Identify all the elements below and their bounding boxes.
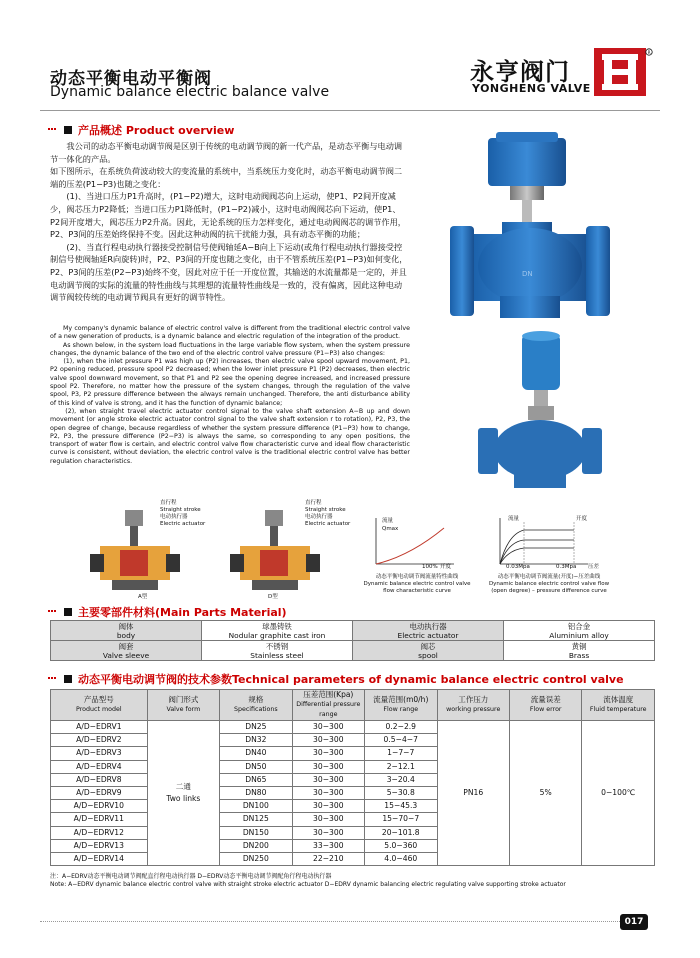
column-header: 产品型号 Product model (51, 690, 148, 721)
table-cell: 4.0−460 (365, 852, 437, 865)
table-cell: 30−300 (292, 813, 364, 826)
table-cell: 不锈钢 Stainless steel (202, 641, 353, 661)
overview-en-paragraph: (2), when straight travel electric actuator control signal to the valve shaft extension A−B up and down movement (or angle stroke electric actuator control signal to the valve shaft extension r to rotation), P2, P3, the open degree of change, because regardless of whether the system pressure difference (P1−P3) how to change, P2, P3, the pressure difference (P2−P3) is always the same, so corresponding to any open positions, the transport of water flow is certain, and electric control valve flow characteristic curve and ideal flow characteristic curve is consistent, without deviation, the electric control valve is the traditional electric control valve has better regulation characteristics. (50, 407, 410, 465)
chart1-x-label: 开度 (440, 564, 452, 570)
heading-dots-icon (48, 610, 56, 614)
table-cell: 15−70−7 (365, 813, 437, 826)
header-divider (40, 110, 660, 111)
table-cell: 22−210 (292, 852, 364, 865)
valve-photo-flanged (440, 126, 665, 326)
overview-en-paragraph: As shown below, in the system load fluctuations in the large variable flow system, when the system pressure changes, the dynamic balance of the two end of the electric control valve pressure (P1−P3) also changes: (50, 341, 410, 357)
overview-cn-paragraph: 我公司的动态平衡电动调节阀是区别于传统的电动调节阀的新一代产品，是动态平衡与电动调节一体化的产品。 (50, 141, 403, 164)
table-cell: 30−300 (292, 721, 364, 734)
column-header: 流量误差 Flow error (509, 690, 581, 721)
materials-table (50, 620, 655, 661)
table-cell: A/D−EDRV11 (51, 813, 148, 826)
table-cell: DN25 (220, 721, 292, 734)
label-type-a: A型 (138, 594, 148, 600)
column-header: 阀门形式 Valve form (147, 690, 219, 721)
footnote (50, 873, 660, 889)
table-cell: DN65 (220, 773, 292, 786)
stroke-label-d: 直行程 Straight stroke 电动执行器 Electric actuator (305, 500, 351, 527)
table-cell: DN200 (220, 839, 292, 852)
overview-en-paragraph: (1), when the inlet pressure P1 was high up (P2) increases, then electric valve spool upward movement, P1, P2 opening reduced, pressure spool P2 decreased; when the lower inlet pressure P1 (P2) decreases, then electric valve spool downward movement, so that P1 and P2 see the opening degree increased, and increased pressure spool P2. Therefore, no matter how the pressure of the system changes, through the regulation of the valve spool, P3, P2 pressure difference between the always remain unchanged. Therefore, the anti disturbance ability of this kind of valve is strong, and it has the function of dynamic balance; (50, 358, 410, 407)
table-cell: A/D−EDRV2 (51, 734, 148, 747)
table-cell: PN16 (437, 721, 509, 866)
table-cell: 球墨铸铁 Nodular graphite cast iron (202, 621, 353, 641)
table-row (51, 621, 655, 641)
table-cell: 20−101.8 (365, 826, 437, 839)
table-cell: A/D−EDRV14 (51, 852, 148, 865)
svg-text:R: R (647, 49, 651, 55)
section-heading-overview (48, 122, 234, 138)
table-cell: A/D−EDRV4 (51, 760, 148, 773)
svg-text:DN: DN (522, 270, 533, 278)
flow-characteristic-chart (362, 512, 472, 597)
table-header-row (51, 690, 655, 721)
chart2-p1: 0.03Mpa (506, 564, 530, 570)
heading-dots-icon (48, 677, 56, 681)
cutaway-figures (60, 500, 360, 610)
table-cell: 2−12.1 (365, 760, 437, 773)
brand-logo-icon (592, 44, 654, 100)
column-header: 压差范围(Kpa) Differential pressure range (292, 690, 364, 721)
footnote-en: Note: A−EDRV dynamic balance electric control valve with straight stroke electric actuator D−EDRV dynamic balancing electric regulating valve supporting stroke actuator (50, 881, 566, 888)
table-cell: 5.0−360 (365, 839, 437, 852)
pressure-curve-icon (494, 516, 594, 570)
table-cell: DN250 (220, 852, 292, 865)
section-heading-specs (48, 671, 624, 687)
footnote-cn: 注：A−EDRV动态平衡电动调节阀配直行程电动执行器 D−EDRV动态平衡电动调节阀配角行程电动执行器 (50, 873, 332, 880)
overview-cn-paragraph: (1)、当进口压力P1升高时，(P1−P2)增大，这时电动阀阀芯向上运动，使P1、P2间开度减少，阀芯压力P2降低；当进口压力P1降低时，(P1−P2)减小，这时电动阀阀芯向下运动，使P1、P2间开度增大，阀芯压力P2升高。因此，无论系统的压力怎样变化，通过电动阀阀芯的调节作用，P2、P3间的压差始终保持不变。因此这种动阀的抗干扰能力强，具有动态平衡的功能； (50, 191, 406, 240)
overview-cn-paragraph: (2)、当直行程电动执行器接受控制信号使阀轴延A−B向上下运动(或角行程电动执行器接受控制信号使阀轴延R向旋转)时，P2、P3间的开度也随之变化，由于不管系统压差(P1−P3)如何变化，P2、P3间的压差(P2−P3)始终不变，因此对应于任一开度位置，其输送的水流量都是一定的，并且电动调节阀的实际的流量的特性曲线与其理想的流量特性曲线是一致的，没有偏离，因此这种电动调节阀较传统的电动调节阀具有更好的调节特性。 (50, 241, 408, 303)
table-cell: DN32 (220, 734, 292, 747)
brand-name-en: YONGHENG VALVE (472, 82, 591, 95)
page-title-cn: 动态平衡电动平衡阀 (50, 69, 212, 89)
table-cell: 5−30.8 (365, 786, 437, 799)
column-header: 规格 Specifications (220, 690, 292, 721)
table-cell: 电动执行器 Electric actuator (353, 621, 504, 641)
chart2-open-label: 开度 (576, 516, 588, 522)
page-title-en: Dynamic balance electric balance valve (50, 84, 330, 100)
table-cell: 0.5−4−7 (365, 734, 437, 747)
table-cell: 铝合金 Aluminium alloy (504, 621, 655, 641)
table-cell: 二通 Two links (147, 721, 219, 866)
overview-text-cn (50, 140, 410, 304)
table-cell: A/D−EDRV1 (51, 721, 148, 734)
flow-pressure-chart (484, 512, 614, 597)
table-cell: DN125 (220, 813, 292, 826)
table-cell: 30−300 (292, 773, 364, 786)
table-cell: A/D−EDRV13 (51, 839, 148, 852)
table-row (51, 641, 655, 661)
overview-cn-paragraph: 如下图所示，在系统负荷波动较大的变流量的系统中，当系统压力变化时，动态平衡电动调节阀二端的压差(P1−P3)也随之变化： (50, 166, 403, 189)
chart1-x-pct: 100% (422, 564, 438, 570)
table-cell: 3−20.4 (365, 773, 437, 786)
table-cell: 5% (509, 721, 581, 866)
overview-en-paragraph: My company's dynamic balance of electric control valve is different from the traditional electric control valve of a new generation of products, is a dynamic balance and electric regulation of the integration of the product. (50, 325, 410, 341)
table-cell: 30−300 (292, 760, 364, 773)
table-cell: DN150 (220, 826, 292, 839)
table-cell: 30−300 (292, 800, 364, 813)
chart2-caption: 动态平衡电动调节阀流量(开度)−压差曲线 Dynamic balance electric control valve flow (open degree) – pressure difference curve (488, 574, 610, 594)
table-cell: 15−45.3 (365, 800, 437, 813)
table-cell: A/D−EDRV12 (51, 826, 148, 839)
table-cell: DN50 (220, 760, 292, 773)
heading-square-icon (64, 608, 72, 616)
label-type-d: D型 (268, 594, 278, 600)
specs-table (50, 689, 655, 866)
table-cell: 黄铜 Brass (504, 641, 655, 661)
brand-name-cn: 永亨阀门 (470, 57, 570, 86)
valve-photo-round-actuator (470, 330, 650, 495)
table-cell: A/D−EDRV8 (51, 773, 148, 786)
table-cell: 1−7−7 (365, 747, 437, 760)
column-header: 工作压力 working pressure (437, 690, 509, 721)
overview-text-en (50, 325, 410, 466)
table-cell: DN80 (220, 786, 292, 799)
table-row (51, 721, 655, 734)
table-cell: A/D−EDRV3 (51, 747, 148, 760)
footer-divider (40, 921, 620, 923)
table-cell: 阀体 body (51, 621, 202, 641)
overview-heading-text: 产品概述 Product overview (78, 124, 235, 137)
heading-dots-icon (48, 128, 56, 132)
materials-heading-text: 主要零部件材料(Main Parts Material) (78, 606, 287, 619)
specs-heading-text: 动态平衡电动调节阀的技术参数Technical parameters of dynamic balance electric control valve (78, 673, 624, 686)
table-cell: 阀套 Valve sleeve (51, 641, 202, 661)
table-cell: A/D−EDRV9 (51, 786, 148, 799)
table-cell: 33−300 (292, 839, 364, 852)
page-number: 017 (620, 914, 648, 930)
table-cell: 0−100℃ (582, 721, 655, 866)
chart1-qmax: Qmax (382, 526, 399, 532)
table-cell: 30−300 (292, 786, 364, 799)
table-cell: 0.2−2.9 (365, 721, 437, 734)
chart2-x-label: 压差 (588, 564, 600, 570)
chart2-p2: 0.3Mpa (556, 564, 577, 570)
heading-square-icon (64, 675, 72, 683)
heading-square-icon (64, 126, 72, 134)
column-header: 流量范围(m0/h) Flow range (365, 690, 437, 721)
stroke-label-a: 直行程 Straight stroke 电动执行器 Electric actuator (160, 500, 206, 527)
table-cell: DN100 (220, 800, 292, 813)
table-cell: 30−300 (292, 826, 364, 839)
column-header: 流体温度 Fluid temperature (582, 690, 655, 721)
table-cell: 30−300 (292, 747, 364, 760)
chart2-y-label: 流量 (508, 516, 520, 522)
chart1-y-label: 流量 (382, 518, 394, 524)
table-cell: A/D−EDRV10 (51, 800, 148, 813)
table-cell: 阀芯 spool (353, 641, 504, 661)
chart1-caption: 动态平衡电动调节阀流量特性曲线 Dynamic balance electric control valve flow characteristic curve (363, 574, 471, 594)
table-cell: 30−300 (292, 734, 364, 747)
table-cell: DN40 (220, 747, 292, 760)
section-heading-materials (48, 604, 287, 620)
